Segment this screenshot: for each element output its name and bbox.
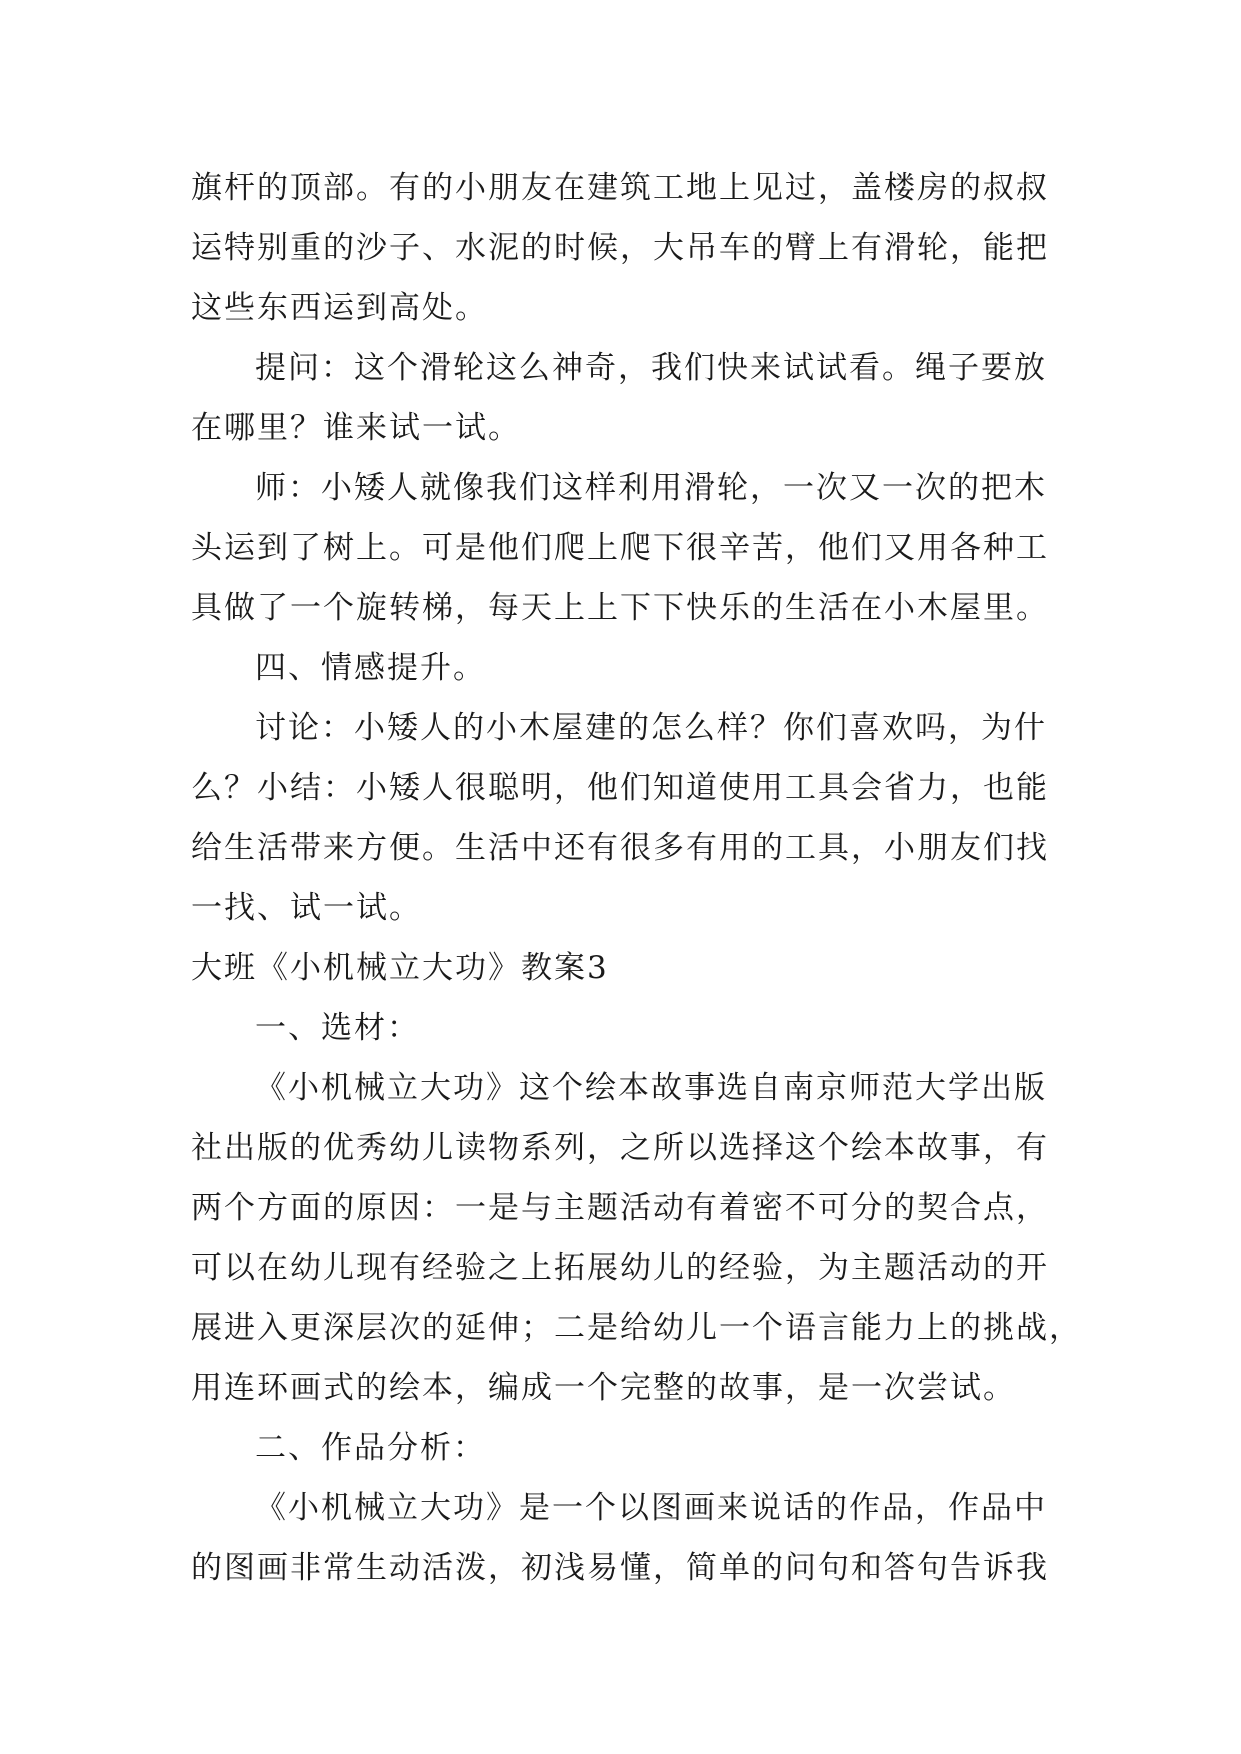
text-line: 展进入更深层次的延伸；二是给幼儿一个语言能力上的挑战，	[191, 1310, 1082, 1346]
text-line: 用连环画式的绘本，编成一个完整的故事，是一次尝试。	[191, 1370, 1016, 1406]
text-line: 一找、试一试。	[191, 890, 422, 926]
section-heading: 二、作品分析：	[255, 1430, 486, 1466]
text-line: 两个方面的原因：一是与主题活动有着密不可分的契合点，	[191, 1190, 1049, 1226]
text-line: 提问：这个滑轮这么神奇，我们快来试试看。绳子要放	[255, 350, 1047, 386]
text-line: 头运到了树上。可是他们爬上爬下很辛苦，他们又用各种工	[191, 530, 1049, 566]
text-line: 这些东西运到高处。	[191, 290, 488, 326]
text-line: 旗杆的顶部。有的小朋友在建筑工地上见过，盖楼房的叔叔	[191, 170, 1049, 206]
text-line: 《小机械立大功》这个绘本故事选自南京师范大学出版	[255, 1070, 1047, 1106]
text-line: 给生活带来方便。生活中还有很多有用的工具，小朋友们找	[191, 830, 1049, 866]
text-line: 的图画非常生动活泼，初浅易懂，简单的问句和答句告诉我	[191, 1550, 1049, 1586]
text-line: 运特别重的沙子、水泥的时候，大吊车的臂上有滑轮，能把	[191, 230, 1049, 266]
text-line: 么？小结：小矮人很聪明，他们知道使用工具会省力，也能	[191, 770, 1049, 806]
text-line: 具做了一个旋转梯，每天上上下下快乐的生活在小木屋里。	[191, 590, 1049, 626]
document-page	[191, 158, 1082, 1598]
text-line: 可以在幼儿现有经验之上拓展幼儿的经验，为主题活动的开	[191, 1250, 1049, 1286]
section-heading: 四、情感提升。	[255, 650, 486, 686]
text-line: 《小机械立大功》是一个以图画来说话的作品，作品中	[255, 1490, 1047, 1526]
section-heading: 一、选材：	[255, 1010, 420, 1046]
document-title: 大班《小机械立大功》教案3	[191, 950, 609, 986]
text-line: 社出版的优秀幼儿读物系列，之所以选择这个绘本故事，有	[191, 1130, 1049, 1166]
text-line: 在哪里？谁来试一试。	[191, 410, 521, 446]
text-line: 讨论：小矮人的小木屋建的怎么样？你们喜欢吗，为什	[255, 710, 1047, 746]
text-line: 师：小矮人就像我们这样利用滑轮，一次又一次的把木	[255, 470, 1047, 506]
